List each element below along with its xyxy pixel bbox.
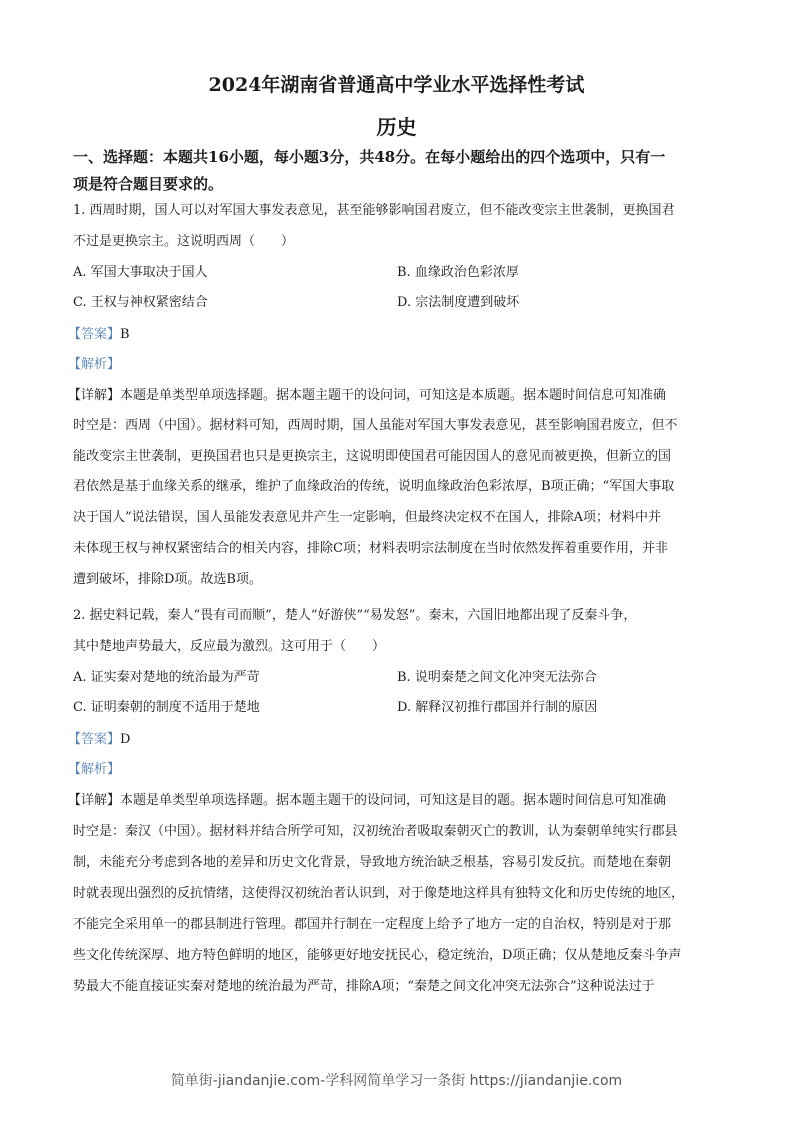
option-label: A.: [73, 670, 87, 685]
answer-label: 【答案】: [68, 327, 121, 342]
q1-answer: [68, 325, 130, 345]
section-heading: [73, 144, 733, 198]
option-text: 军国大事取决于国人: [90, 265, 208, 280]
q2-analysis-label: 【解析】: [68, 762, 121, 777]
option-text: 王权与神权紧密结合: [90, 295, 208, 310]
subject-title: 历史: [376, 115, 417, 139]
q2-detail-line-2: 时空是：秦汉（中国）。据材料并结合所学可知，汉初统治者吸取秦朝灭亡的教训，认为秦朝单纯实行郡县: [73, 824, 678, 839]
q1-detail-line-3: 能改变宗主世袭制，更换国君也只是更换宗主，这说明即使国君可能因国人的意见而被更换，但新立的国: [73, 449, 672, 464]
q1-detail-line-7: 遭到破坏，排除D项。故选B项。: [73, 572, 262, 587]
q1-option-a: [73, 263, 208, 283]
q2-option-a: [73, 668, 260, 688]
q1-detail-line-2: 时空是：西周（中国）。据材料可知，西周时期，国人虽能对军国大事发表意见，甚至影响国君废立，但不: [73, 418, 678, 433]
exam-title: 2024年湖南省普通高中学业水平选择性考试: [208, 74, 585, 96]
q2-option-c: [73, 698, 260, 718]
q2-detail-line-4: 时就表现出强烈的反抗情绪，这使得汉初统治者认识到，对于像楚地这样具有独特文化和历史传统的地区，: [73, 886, 685, 901]
q1-option-b: [397, 263, 519, 283]
option-label: D.: [397, 700, 412, 715]
q2-detail-line-1: 【详解】本题是单类型单项选择题。据本题主题干的设问词，可知这是目的题。据本题时间信息可知准确: [68, 793, 667, 808]
q2-detail-line-7: 势最大不能直接证实秦对楚地的统治最为严苛，排除A项；“秦楚之间文化冲突无法弥合”这种说法过于: [73, 979, 655, 994]
q1-stem-line-1: 1. 西周时期，国人可以对军国大事发表意见，甚至能够影响国君废立，但不能改变宗主世袭制，更换国君: [73, 203, 675, 218]
q1-option-d: [397, 293, 519, 313]
answer-label: 【答案】: [68, 732, 121, 747]
option-text: 证明秦朝的制度不适用于楚地: [90, 700, 260, 715]
option-text: 解释汉初推行郡国并行制的原因: [415, 700, 598, 715]
q1-detail-line-4: 君依然是基于血缘关系的继承，维护了血缘政治的传统，说明血缘政治色彩浓厚，B项正确；“军国大事取: [73, 479, 675, 494]
option-label: D.: [397, 295, 412, 310]
section-heading-line-2: 项是符合题目要求的。: [73, 175, 224, 193]
q2-stem-line-2: 其中楚地声势最大，反应最为激烈。这可用于（ ）: [73, 639, 386, 654]
q2-stem-line-1: 2. 据史料记载，秦人“畏有司而顺”，楚人“好游侠”“易发怒”。秦末，六国旧地都出现了反秦斗争，: [73, 608, 637, 623]
option-label: A.: [73, 265, 87, 280]
option-label: C.: [73, 295, 87, 310]
q2-option-b: [397, 668, 597, 688]
q1-analysis-label: 【解析】: [68, 357, 121, 372]
option-label: B.: [397, 670, 411, 685]
q1-detail-line-6: 未体现王权与神权紧密结合的相关内容，排除C项；材料表明宗法制度在当时依然发挥着重要作用，并非: [73, 541, 668, 556]
q1-detail-line-5: 决于国人”说法错误，国人虽能发表意见并产生一定影响，但最终决定权不在国人，排除A项；材料中并: [73, 510, 662, 525]
q2-answer: [68, 730, 130, 750]
q2-detail-line-5: 不能完全采用单一的郡县制进行管理。郡国并行制在一定程度上给予了地方一定的自治权，特别是对于那: [73, 917, 672, 932]
q1-stem-line-2: 不过是更换宗主。这说明西周（ ）: [73, 234, 295, 249]
option-text: 说明秦楚之间文化冲突无法弥合: [414, 670, 597, 685]
option-label: B.: [397, 265, 411, 280]
answer-value: B: [120, 327, 130, 342]
answer-value: D: [120, 732, 131, 747]
q2-detail-line-6: 些文化传统深厚、地方特色鲜明的地区，能够更好地安抚民心，稳定统治，D项正确；仅从楚地反秦斗争声: [73, 948, 682, 963]
q2-option-d: [397, 698, 597, 718]
option-text: 证实秦对楚地的统治最为严苛: [90, 670, 260, 685]
q1-option-c: [73, 293, 208, 313]
option-text: 宗法制度遭到破坏: [415, 295, 520, 310]
section-heading-line-1: 一、选择题：本题共16小题，每小题3分，共48分。在每小题给出的四个选项中，只有一: [73, 148, 666, 166]
option-label: C.: [73, 700, 87, 715]
option-text: 血缘政治色彩浓厚: [414, 265, 519, 280]
q1-detail-line-1: 【详解】本题是单类型单项选择题。据本题主题干的设问词，可知这是本质题。据本题时间信息可知准确: [68, 388, 667, 403]
q2-detail-line-3: 制，未能充分考虑到各地的差异和历史文化背景，导致地方统治缺乏根基，容易引发反抗。而楚地在秦朝: [73, 855, 672, 870]
footer-watermark: 简单街-jiandanjie.com-学科网简单学习一条街 https://jiandanjie.com: [170, 1073, 623, 1089]
